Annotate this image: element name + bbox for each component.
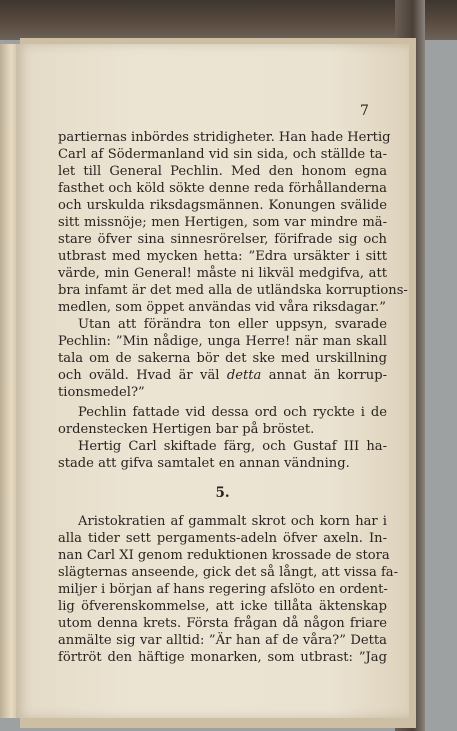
- text-line: värde, min General! måste ni likväl medgifva, att: [58, 266, 387, 281]
- text-line: bra infamt är det med alla de utländska korruptions-: [58, 283, 408, 298]
- text-line: anmälte sig var alltid: ”Är han af de våra?” Detta: [58, 633, 387, 648]
- text-line: lig öfverenskommelse, att icke tillåta äktenskap: [58, 599, 387, 614]
- text-line: förtröt den häftige monarken, som utbrast: ”Jag: [58, 650, 387, 665]
- text-line: utom denna krets. Första frågan då någon friare: [58, 616, 387, 631]
- text-line: ordenstecken Hertigen bar på bröstet.: [58, 422, 315, 437]
- page-number: 7: [360, 103, 369, 119]
- text-line: alla tider sett pergaments-adeln öfver axeln. In-: [58, 531, 387, 546]
- text-line: partiernas inbördes stridigheter. Han hade Hertig: [58, 130, 391, 145]
- text-line: let till General Pechlin. Med den honom egna: [58, 164, 387, 179]
- text-line: tionsmedel?”: [58, 385, 145, 400]
- section-heading: 5.: [215, 485, 230, 501]
- text-line: Aristokratien af gammalt skrot och korn har i: [78, 514, 387, 529]
- text-line: och urskulda riksdagsmännen. Konungen svälide: [58, 198, 387, 213]
- book-page: [16, 44, 409, 718]
- text-line: utbrast med mycken hetta: ”Edra ursäkter i sitt: [58, 249, 387, 264]
- text-line: Pechlin: ”Min nådige, unga Herre! när man skall: [58, 334, 387, 349]
- text-line: Carl af Södermanland vid sin sida, och ställde ta-: [58, 147, 387, 162]
- text-line: Hertig Carl skiftade färg, och Gustaf III ha-: [78, 439, 387, 454]
- text-line: tala om de sakerna bör det ske med urskillning: [58, 351, 387, 366]
- book-cover-top: [0, 0, 457, 40]
- text-line-with-emphasis: [58, 367, 387, 384]
- text-line: miljer i början af hans regering afslöto en ordent-: [58, 582, 388, 597]
- text-line: Pechlin fattade vid dessa ord och ryckte i de: [78, 405, 387, 420]
- text-segment: och oväld. Hvad är väl: [58, 368, 220, 383]
- text-line: stare öfver sina sinnesrörelser, förifrade sig och: [58, 232, 387, 247]
- text-line: Utan att förändra ton eller uppsyn, svarade: [78, 317, 387, 332]
- text-line: slägternas anseende, gick det så långt, att vissa fa-: [58, 565, 399, 580]
- text-line: sitt missnöje; men Hertigen, som var mindre mä-: [58, 215, 387, 230]
- text-line: fasthet och köld sökte denne reda förhållanderna: [58, 181, 387, 196]
- emphasized-word: detta: [226, 368, 262, 383]
- text-segment: annat än korrup-: [268, 368, 387, 383]
- text-line: nan Carl XI genom reduktionen krossade de stora: [58, 548, 390, 563]
- left-page-edge: [0, 44, 17, 718]
- text-line: stade att gifva samtalet en annan vändning.: [58, 456, 350, 471]
- text-line: medlen, som öppet användas vid våra riksdagar.”: [58, 300, 386, 315]
